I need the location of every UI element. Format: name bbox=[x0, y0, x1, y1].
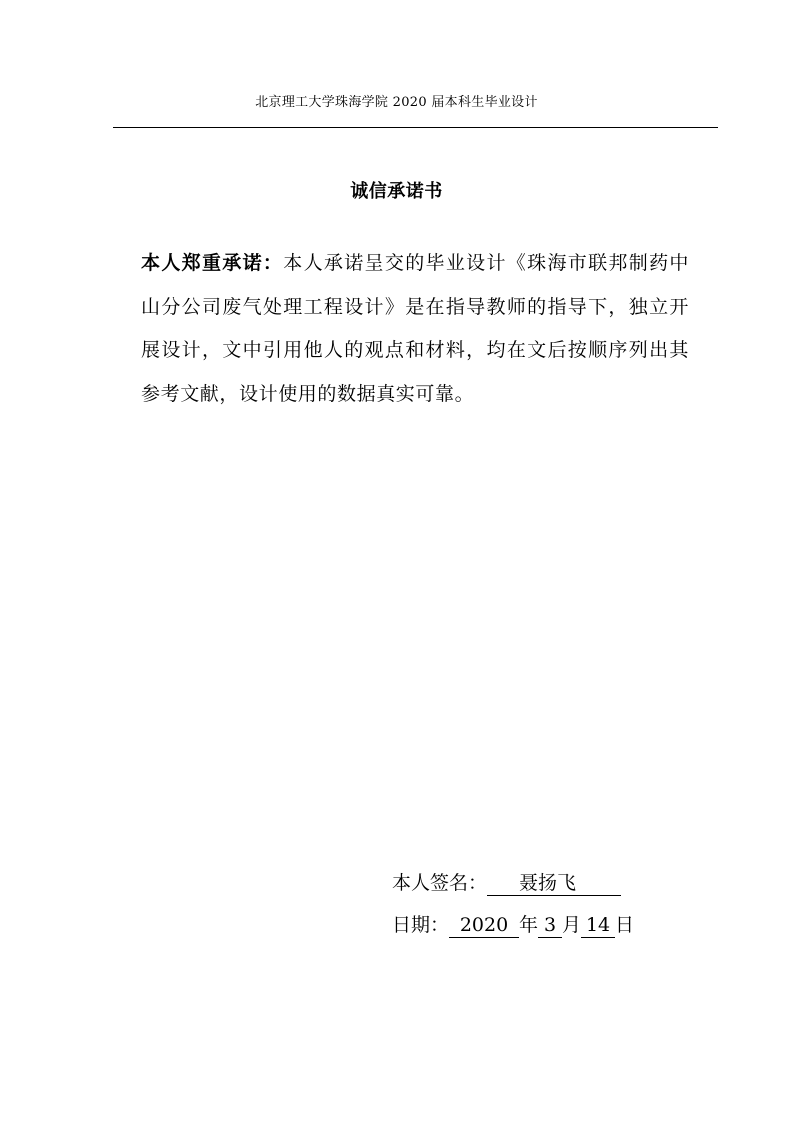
date-label: 日期： bbox=[392, 914, 450, 936]
signature-label: 本人签名： bbox=[392, 872, 488, 894]
date-line bbox=[392, 911, 634, 939]
header-divider bbox=[113, 127, 718, 128]
page-title: 诚信承诺书 bbox=[350, 181, 443, 202]
date-day: 14 bbox=[581, 913, 615, 938]
date-month-unit: 月 bbox=[562, 914, 582, 936]
pledge-text: 本人承诺呈交的毕业设计《珠海市联邦制药中山分公司废气处理工程设计》是在指导教师的指导下，独立开展设计，文中引用他人的观点和材料，均在文后按顺序列出其参考文献，设计使用的数据真实可靠。 bbox=[141, 252, 689, 405]
signature-name: 聂扬飞 bbox=[487, 871, 621, 896]
date-month: 3 bbox=[538, 913, 562, 938]
page-header: 北京理工大学珠海学院 2020 届本科生毕业设计 bbox=[255, 95, 538, 110]
signature-line bbox=[392, 869, 621, 897]
date-day-unit: 日 bbox=[615, 914, 635, 936]
date-year: 2020 bbox=[449, 913, 519, 938]
date-year-unit: 年 bbox=[519, 914, 539, 936]
pledge-lead: 本人郑重承诺： bbox=[141, 252, 284, 274]
pledge-paragraph bbox=[141, 242, 689, 416]
